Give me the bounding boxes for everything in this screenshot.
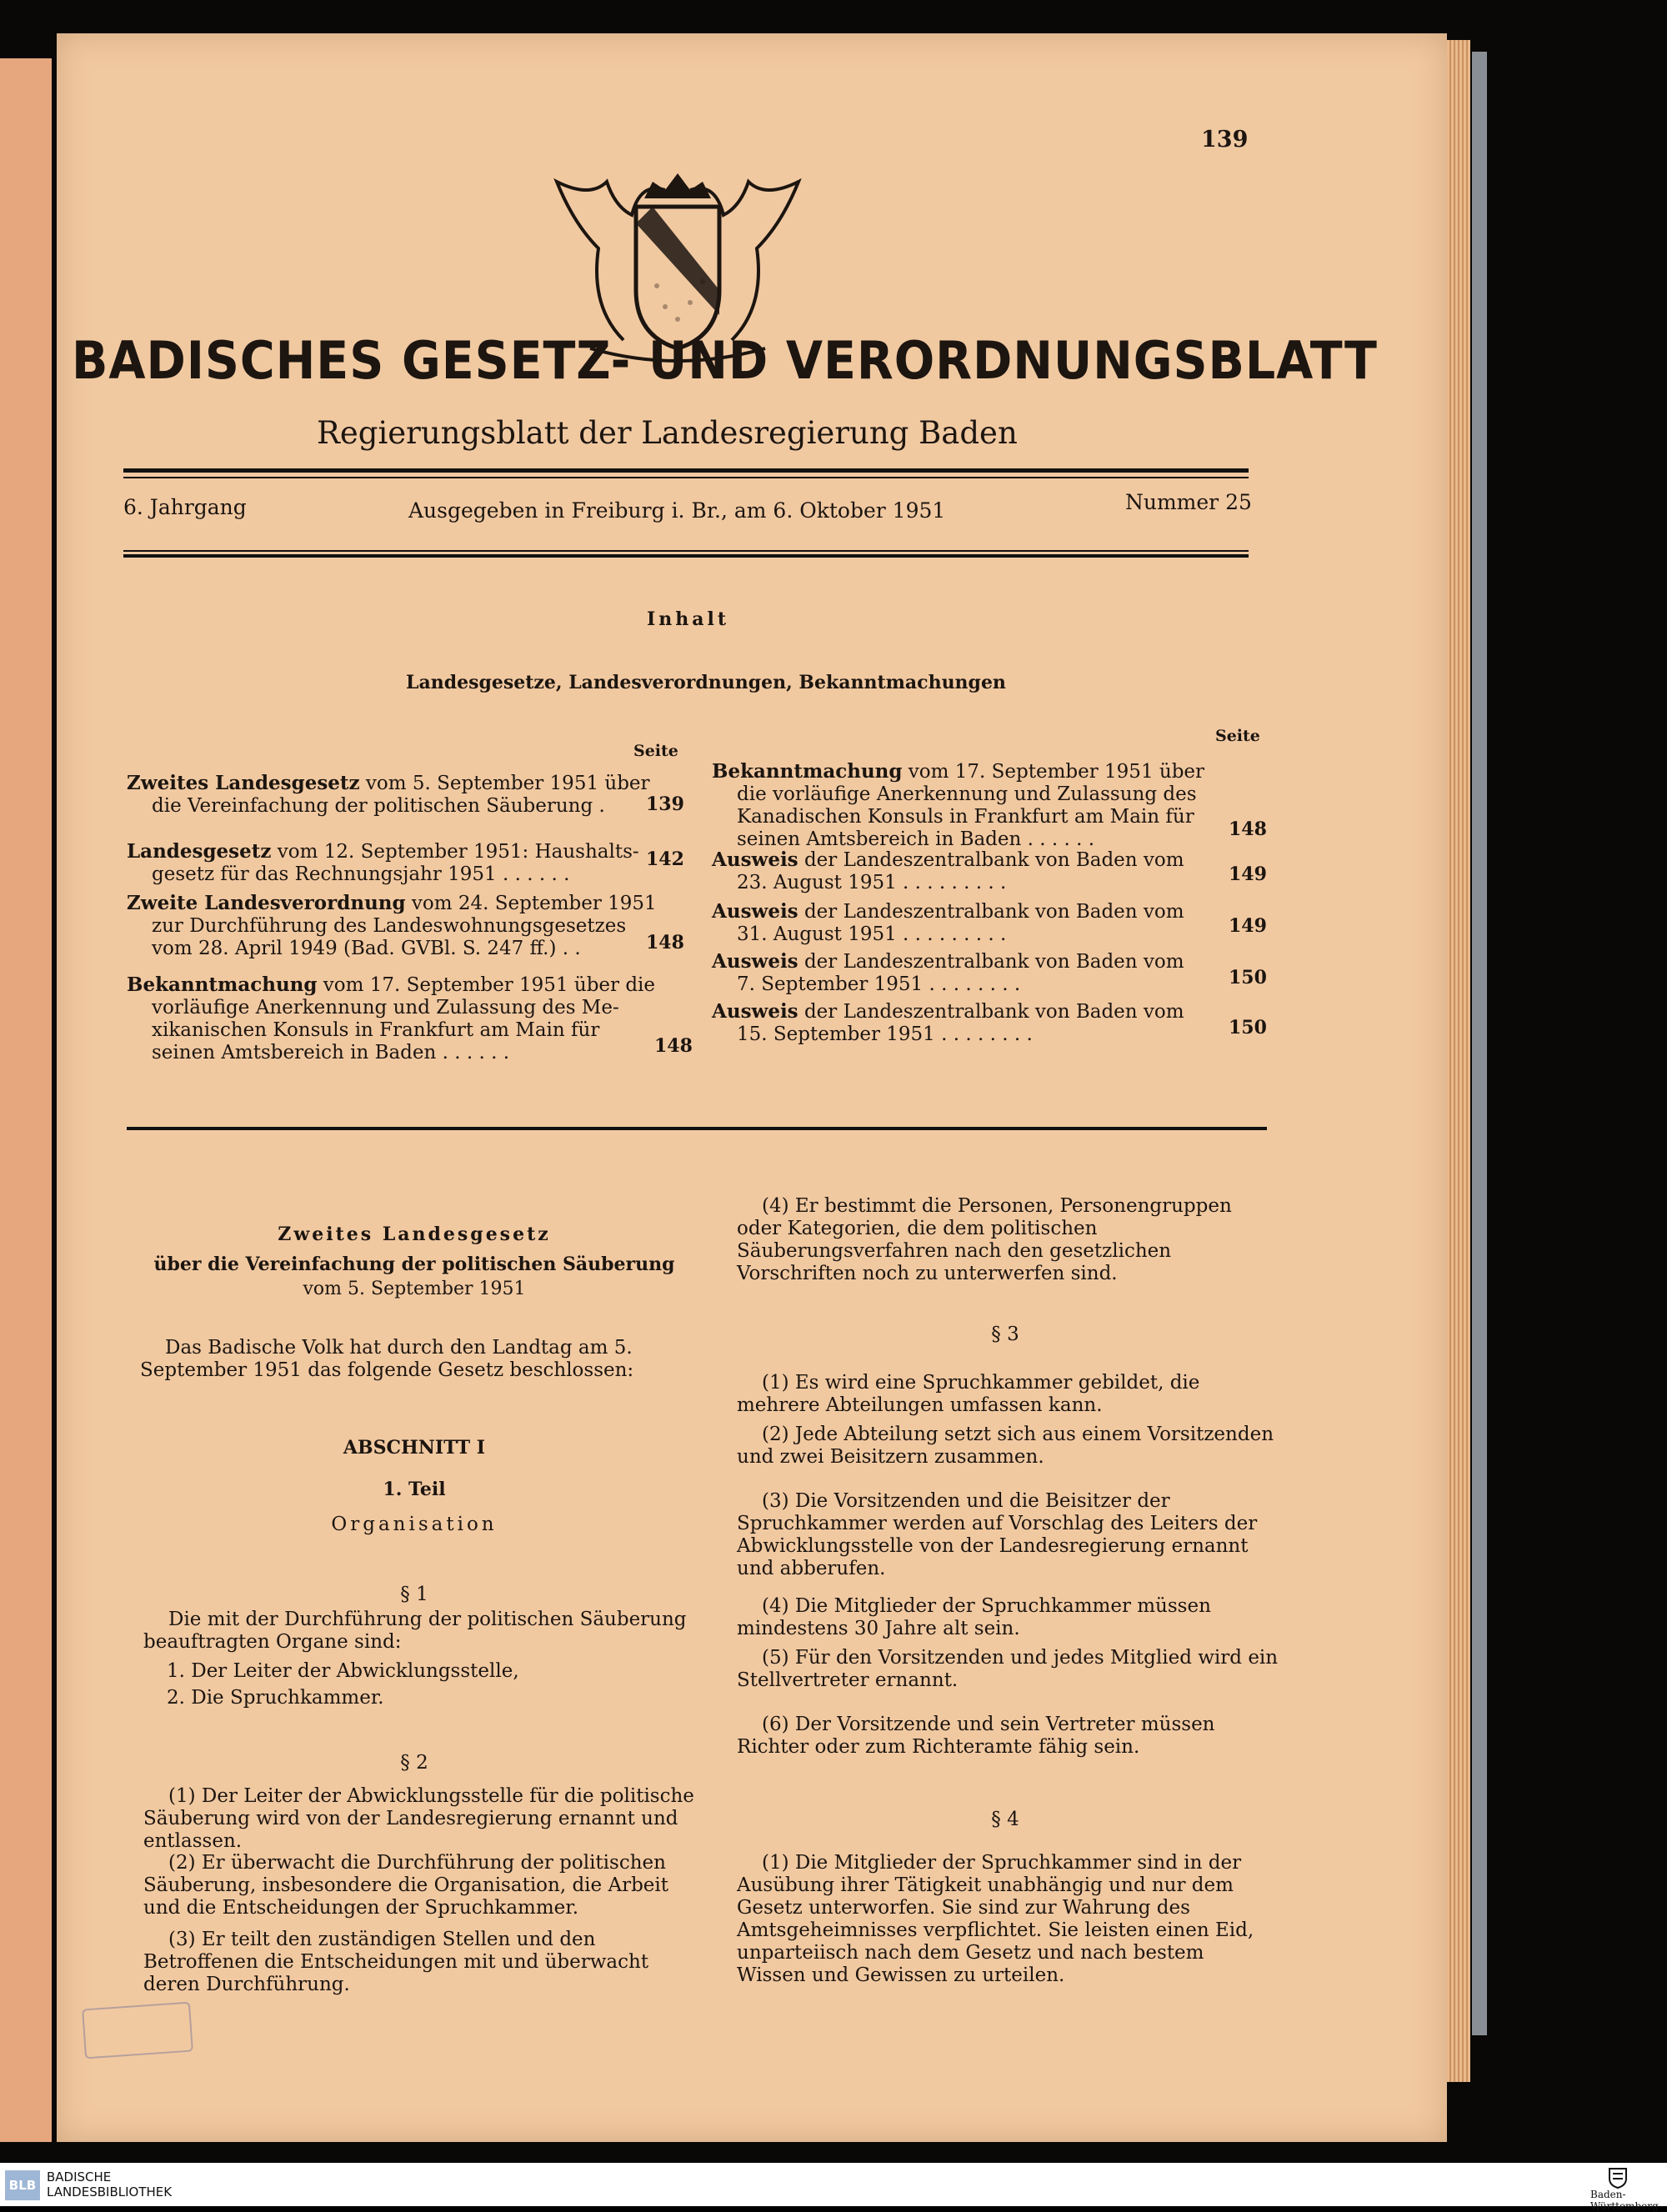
toc-entry-text: zur Durchführung des Landeswohnungsgesetzes	[152, 915, 627, 937]
toc-page-number: 149	[1229, 863, 1267, 885]
toc-entry-text: 15. September 1951	[737, 1023, 935, 1045]
paragraph-heading: § 1	[400, 1584, 428, 1605]
left-page-edge	[0, 58, 52, 2142]
toc-entry-text: vom 12. September 1951: Haushalts-	[271, 841, 639, 863]
law-text: (3) Die Vorsitzenden und die Beisitzer der Spruchkammer werden auf Vorschlag des Leiters der Abwicklungsstelle von der Landesregierung ernannt und abberufen.	[737, 1490, 1258, 1579]
library-name-line: LANDESBIBLIOTHEK	[47, 2184, 173, 2199]
toc-entry-lead: Zweites Landesgesetz	[127, 772, 360, 794]
contents-rule	[127, 1127, 1267, 1130]
library-stamp	[82, 2002, 193, 2059]
law-text: (4) Die Mitglieder der Spruchkammer müssen mindestens 30 Jahre alt sein.	[737, 1595, 1211, 1639]
law-text: (1) Es wird eine Spruchkammer gebildet, die mehrere Abteilungen umfassen kann.	[737, 1372, 1200, 1416]
toc-entry-text: Kanadischen Konsuls in Frankfurt am Main für	[737, 806, 1194, 828]
toc-entry-lead: Landesgesetz	[127, 840, 272, 863]
toc-entry-text: vom 24. September 1951	[405, 893, 657, 914]
left-page-column-label: Seite	[633, 742, 678, 760]
contents-subheading: Landesgesetze, Landesverordnungen, Bekanntmachungen	[406, 672, 1006, 693]
paragraph-heading: § 4	[991, 1809, 1019, 1830]
toc-entry-lead: Bekanntmachung	[127, 973, 318, 996]
toc-entry-text: die vorläufige Anerkennung und Zulassung des	[737, 783, 1197, 805]
toc-entry-text: der Landeszentralbank von Baden vom	[798, 849, 1184, 871]
toc-entry-text: vom 28. April 1949 (Bad. GVBl. S. 247 ff.)	[152, 938, 557, 959]
toc-entry[interactable]: Ausweis der Landeszentralbank von Baden vom 15. September 1951 . . . . . . . .	[712, 1000, 1184, 1045]
toc-page-number: 150	[1229, 967, 1267, 988]
contents-heading: Inhalt	[647, 608, 730, 630]
toc-entry-text: 31. August 1951	[737, 923, 897, 945]
toc-entry-text: seinen Amtsbereich in Baden	[737, 828, 1022, 850]
law-text: (3) Er teilt den zuständigen Stellen und den Betroffenen die Entscheidungen mit und überwacht deren Durchführung.	[143, 1929, 649, 1995]
law-text: (4) Er bestimmt die Personen, Personengruppen oder Kategorien, die dem politischen Säuberungsverfahren nach den gesetzlichen Vorschriften noch zu unterwerfen sind.	[737, 1195, 1232, 1284]
law-text: (5) Für den Vorsitzenden und jedes Mitglied wird ein Stellvertreter ernannt.	[737, 1647, 1279, 1691]
toc-page-number: 149	[1229, 915, 1267, 937]
binding-strip	[1472, 52, 1487, 2035]
law-text: (1) Die Mitglieder der Spruchkammer sind in der Ausübung ihrer Tätigkeit unabhängig und nur dem Gesetz unterworfen. Sie sind zur Wahrung des Amtsgeheimnisses verpflichtet. Sie leisten einen Eid, unparteiisch nach dem Gesetz und nach bestem Wissen und Gewissen zu urteilen.	[737, 1852, 1254, 1986]
part-heading: 1. Teil	[383, 1479, 446, 1500]
toc-page-number: 142	[646, 848, 684, 870]
toc-entry-text: xikanischen Konsuls in Frankfurt am Main für	[152, 1019, 600, 1041]
law-list-item: 1. Der Leiter der Abwicklungsstelle,	[167, 1660, 519, 1682]
state-name: Baden-Württemberg	[1590, 2189, 1659, 2212]
toc-entry-lead: Zweite Landesverordnung	[127, 892, 406, 914]
toc-entry[interactable]: Zweites Landesgesetz vom 5. September 1951 über die Vereinfachung der politischen Säuberung .	[127, 772, 650, 817]
header-rule-bottom-thin	[123, 550, 1249, 552]
law-title: Zweites Landesgesetz	[278, 1224, 551, 1245]
toc-entry-text: der Landeszentralbank von Baden vom	[798, 1001, 1184, 1023]
toc-entry-lead: Ausweis	[712, 900, 798, 923]
law-text: (2) Jede Abteilung setzt sich aus einem Vorsitzenden und zwei Beisitzern zusammen.	[737, 1424, 1274, 1468]
toc-entry-text: der Landeszentralbank von Baden vom	[798, 951, 1184, 973]
toc-page-number: 139	[646, 793, 684, 815]
toc-entry[interactable]: Zweite Landesverordnung vom 24. September 1951 zur Durchführung des Landeswohnungsgesetzes vom 28. April 1949 (Bad. GVBl. S. 247 ff.) . .	[127, 892, 657, 959]
law-date: vom 5. September 1951	[303, 1279, 526, 1299]
part-title: Organisation	[331, 1514, 498, 1535]
law-text: (6) Der Vorsitzende und sein Vertreter müssen Richter oder zum Richteramte fähig sein.	[737, 1714, 1215, 1758]
page-edges	[1447, 40, 1470, 2082]
issue-number: Nummer 25	[1125, 490, 1252, 514]
law-preamble: Das Badische Volk hat durch den Landtag am 5. September 1951 das folgende Gesetz beschlossen:	[140, 1337, 634, 1381]
right-page-column-label: Seite	[1215, 727, 1260, 745]
header-rule-bottom	[123, 554, 1249, 558]
library-logo[interactable]: BLB	[5, 2170, 40, 2200]
toc-entry[interactable]: Landesgesetz vom 12. September 1951: Haushalts- gesetz für das Rechnungsjahr 1951 . . . . . .	[127, 840, 639, 885]
toc-entry[interactable]: Ausweis der Landeszentralbank von Baden vom 7. September 1951 . . . . . . . .	[712, 950, 1184, 995]
toc-entry-text: 7. September 1951	[737, 973, 924, 995]
masthead-subtitle: Regierungsblatt der Landesregierung Baden	[317, 415, 1018, 451]
toc-page-number: 148	[654, 1035, 693, 1057]
toc-entry-text: seinen Amtsbereich in Baden	[152, 1042, 437, 1063]
toc-entry-text: vorläufige Anerkennung und Zulassung des Me-	[152, 997, 619, 1018]
toc-page-number: 150	[1229, 1017, 1267, 1038]
masthead-title: BADISCHES GESETZ- UND VERORDNUNGSBLATT	[72, 330, 1378, 391]
state-crest-icon	[1605, 2165, 1630, 2189]
toc-entry-lead: Ausweis	[712, 1000, 798, 1023]
toc-entry-lead: Bekanntmachung	[712, 760, 903, 783]
toc-entry-lead: Ausweis	[712, 950, 798, 973]
toc-entry[interactable]: Ausweis der Landeszentralbank von Baden vom 23. August 1951 . . . . . . . . .	[712, 848, 1184, 893]
volume-label: 6. Jahrgang	[123, 495, 247, 519]
header-rule-top	[123, 468, 1249, 473]
law-list-item: 2. Die Spruchkammer.	[167, 1687, 384, 1709]
paragraph-heading: § 2	[400, 1752, 428, 1774]
library-name	[47, 2169, 172, 2199]
header-rule-top-thin	[123, 477, 1249, 478]
toc-entry-lead: Ausweis	[712, 848, 798, 871]
law-subject: über die Vereinfachung der politischen Säuberung	[153, 1254, 675, 1275]
toc-page-number: 148	[1229, 818, 1267, 840]
library-name-line: BADISCHE	[47, 2169, 112, 2184]
toc-page-number: 148	[646, 932, 684, 953]
issue-date: Ausgegeben in Freiburg i. Br., am 6. Oktober 1951	[408, 498, 946, 523]
toc-entry[interactable]: Bekanntmachung vom 17. September 1951 über die vorläufige Anerkennung und Zulassung des Me- xikanischen Konsuls in Frankfurt am Main für seinen Amtsbereich in Baden . . . . . .	[127, 973, 656, 1063]
toc-entry-text: gesetz für das Rechnungsjahr 1951	[152, 863, 497, 885]
toc-entry[interactable]: Ausweis der Landeszentralbank von Baden vom 31. August 1951 . . . . . . . . .	[712, 900, 1184, 945]
law-text: (2) Er überwacht die Durchführung der politischen Säuberung, insbesondere die Organisation, die Arbeit und die Entscheidungen der Spruchkammer.	[143, 1852, 668, 1919]
law-text: (1) Der Leiter der Abwicklungsstelle für die politische Säuberung wird von der Landesregierung ernannt und entlassen.	[143, 1785, 694, 1852]
paragraph-heading: § 3	[991, 1324, 1019, 1345]
toc-entry[interactable]: Bekanntmachung vom 17. September 1951 über die vorläufige Anerkennung und Zulassung des Kanadischen Konsuls in Frankfurt am Main für seinen Amtsbereich in Baden . . . . . .	[712, 760, 1205, 850]
toc-entry-text: der Landeszentralbank von Baden vom	[798, 901, 1184, 923]
toc-entry-text: vom 5. September 1951 über	[359, 773, 650, 794]
toc-entry-text: die Vereinfachung der politischen Säuberung	[152, 795, 593, 817]
page-number: 139	[1201, 127, 1249, 153]
toc-entry-text: 23. August 1951	[737, 872, 897, 893]
toc-entry-text: vom 17. September 1951 über die	[317, 974, 656, 996]
section-heading: ABSCHNITT I	[343, 1437, 486, 1459]
law-text: Die mit der Durchführung der politischen Säuberung beauftragten Organe sind:	[143, 1609, 687, 1653]
toc-entry-text: vom 17. September 1951 über	[902, 761, 1205, 783]
footer-bar	[0, 2163, 1667, 2206]
